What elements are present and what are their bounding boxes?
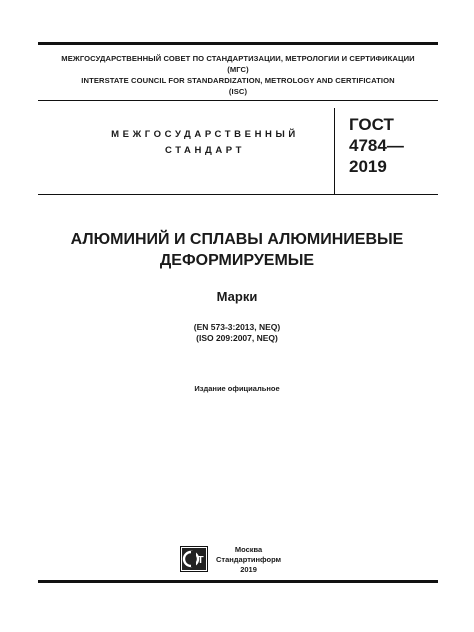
title-rule xyxy=(38,194,438,195)
reference-iso: (ISO 209:2007, NEQ) xyxy=(196,333,278,343)
title-line1: АЛЮМИНИЙ И СПЛАВЫ АЛЮМИНИЕВЫЕ xyxy=(70,231,404,248)
document-subtitle: Марки xyxy=(216,289,258,304)
svg-text:Т: Т xyxy=(197,555,204,566)
council-abbr-ru: (МГС) xyxy=(227,65,249,74)
standartinform-logo-icon xyxy=(180,546,208,572)
council-name-en: INTERSTATE COUNCIL FOR STANDARDIZATION, METROLOGY AND CERTIFICATION xyxy=(81,76,395,85)
publisher-imprint xyxy=(216,545,281,575)
edition-label: Издание официальное xyxy=(194,384,280,393)
designation-number: 4784— xyxy=(349,136,404,155)
header-rule xyxy=(38,100,438,101)
standard-designation xyxy=(349,114,404,177)
top-rule xyxy=(38,42,438,45)
council-name-block xyxy=(38,53,438,97)
publisher-year: 2019 xyxy=(240,565,257,574)
designation-prefix: ГОСТ xyxy=(349,115,394,134)
title-line2: ДЕФОРМИРУЕМЫЕ xyxy=(159,252,315,269)
reference-en: (EN 573-3:2013, NEQ) xyxy=(193,322,281,332)
council-name-ru: МЕЖГОСУДАРСТВЕННЫЙ СОВЕТ ПО СТАНДАРТИЗАЦИИ, МЕТРОЛОГИИ И СЕРТИФИКАЦИИ xyxy=(61,54,415,63)
publisher-name: Стандартинформ xyxy=(216,555,282,564)
references-block xyxy=(0,322,474,344)
standard-type-line1: МЕЖГОСУДАРСТВЕННЫЙ xyxy=(111,129,299,140)
standard-type-line2: СТАНДАРТ xyxy=(165,145,245,156)
designation-year: 2019 xyxy=(349,157,387,176)
council-abbr-en: (ISC) xyxy=(228,87,248,96)
designation-divider xyxy=(334,108,335,194)
bottom-rule xyxy=(38,580,438,583)
document-title xyxy=(0,229,474,271)
publisher-city: Москва xyxy=(234,545,263,554)
